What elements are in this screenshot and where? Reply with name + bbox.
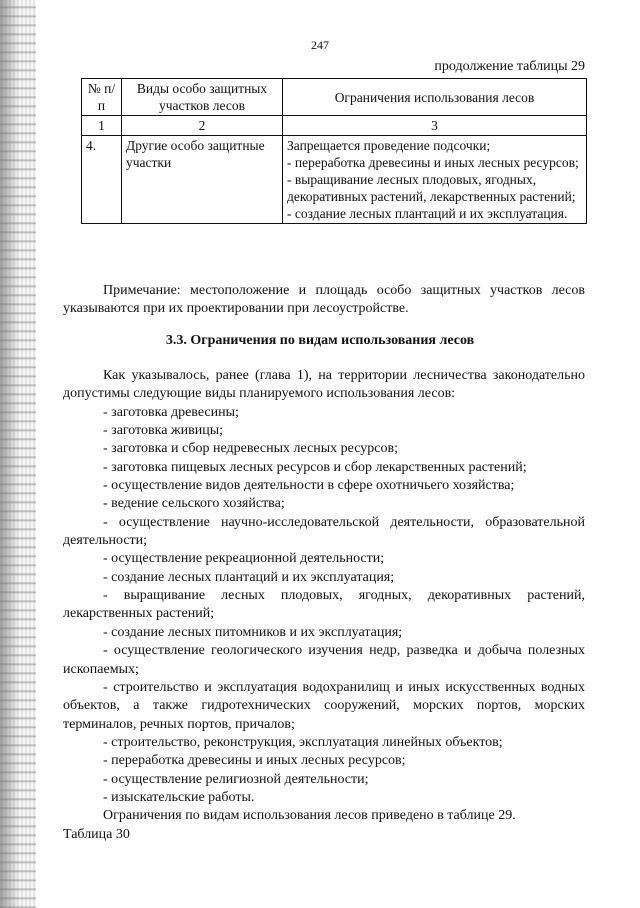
header-restrictions: Ограничения использования лесов xyxy=(283,79,587,116)
table-note: Примечание: местоположение и площадь особо защитных участков лесов указываются при их проектировании при лесоустройстве. xyxy=(63,283,585,316)
column-number: 3 xyxy=(283,116,587,136)
restriction-line: - создание лесных плантаций и их эксплуатация. xyxy=(287,206,568,221)
section-heading: 3.3. Ограничения по видам использования лесов xyxy=(165,333,475,348)
header-number: № п/п xyxy=(82,79,122,116)
table-column-numbers-row xyxy=(82,116,587,136)
restrictions-table xyxy=(81,78,587,224)
header-area-type: Виды особо защитных участков лесов xyxy=(122,79,283,116)
list-item: - осуществление научно-исследовательской деятельности, образовательной деятельности; xyxy=(63,514,585,549)
restriction-line: - выращивание лесных плодовых, ягодных, декоративных растений, лекарственных растений; xyxy=(287,172,576,204)
row-area-type: Другие особо защитные участки xyxy=(122,136,283,224)
list-item: - заготовка древесины; xyxy=(103,404,239,420)
restriction-line: Запрещается проведение подсочки; xyxy=(287,138,491,153)
list-item: - осуществление рекреационной деятельности; xyxy=(103,551,385,567)
row-number: 4. xyxy=(82,136,122,224)
closing-paragraph: Ограничения по видам использования лесов приведено в таблице 29. xyxy=(103,808,516,824)
list-item: - заготовка и сбор недревесных лесных ресурсов; xyxy=(103,441,398,457)
page-number: 247 xyxy=(311,38,329,52)
list-item: - строительство, реконструкция, эксплуатация линейных объектов; xyxy=(103,734,503,750)
column-number: 2 xyxy=(122,116,283,136)
restriction-line: - переработка древесины и иных лесных ресурсов; xyxy=(287,155,579,170)
list-item: - создание лесных питомников и их эксплуатация; xyxy=(103,624,403,640)
list-item: - заготовка живицы; xyxy=(103,423,224,439)
intro-paragraph: Как указывалось, ранее (глава 1), на территории лесничества законодательно допустимы следующие виды планируемого использования лесов: xyxy=(63,368,585,402)
table-row xyxy=(82,136,587,224)
list-item: - осуществление религиозной деятельности; xyxy=(103,771,369,787)
scan-margin-artifact xyxy=(0,0,36,908)
list-item: - выращивание лесных плодовых, ягодных, декоративных растений, лекарственных растений; xyxy=(63,588,585,622)
section-body xyxy=(63,367,585,844)
table-header-row xyxy=(82,79,587,116)
list-item: - строительство и эксплуатация водохранилищ и иных искусственных водных объектов, а также гидротехнических сооружений, морских портов, морских терминалов, речных портов, причалов; xyxy=(63,679,585,732)
list-item: - осуществление видов деятельности в сфере охотничьего хозяйства; xyxy=(103,478,515,494)
list-item: - изыскательские работы. xyxy=(103,789,255,805)
list-item: - создание лесных плантаций и их эксплуатация; xyxy=(103,569,395,585)
next-table-caption: Таблица 30 xyxy=(63,826,130,842)
row-restrictions xyxy=(283,136,587,224)
list-item: - заготовка пищевых лесных ресурсов и сбор лекарственных растений; xyxy=(103,459,527,475)
table-continuation-label: продолжение таблицы 29 xyxy=(434,59,585,74)
list-item: - переработка древесины и иных лесных ресурсов; xyxy=(103,753,406,769)
column-number: 1 xyxy=(82,116,122,136)
list-item: - осуществление геологического изучения недр, разведка и добыча полезных ископаемых; xyxy=(63,643,585,677)
list-item: - ведение сельского хозяйства; xyxy=(103,496,285,512)
